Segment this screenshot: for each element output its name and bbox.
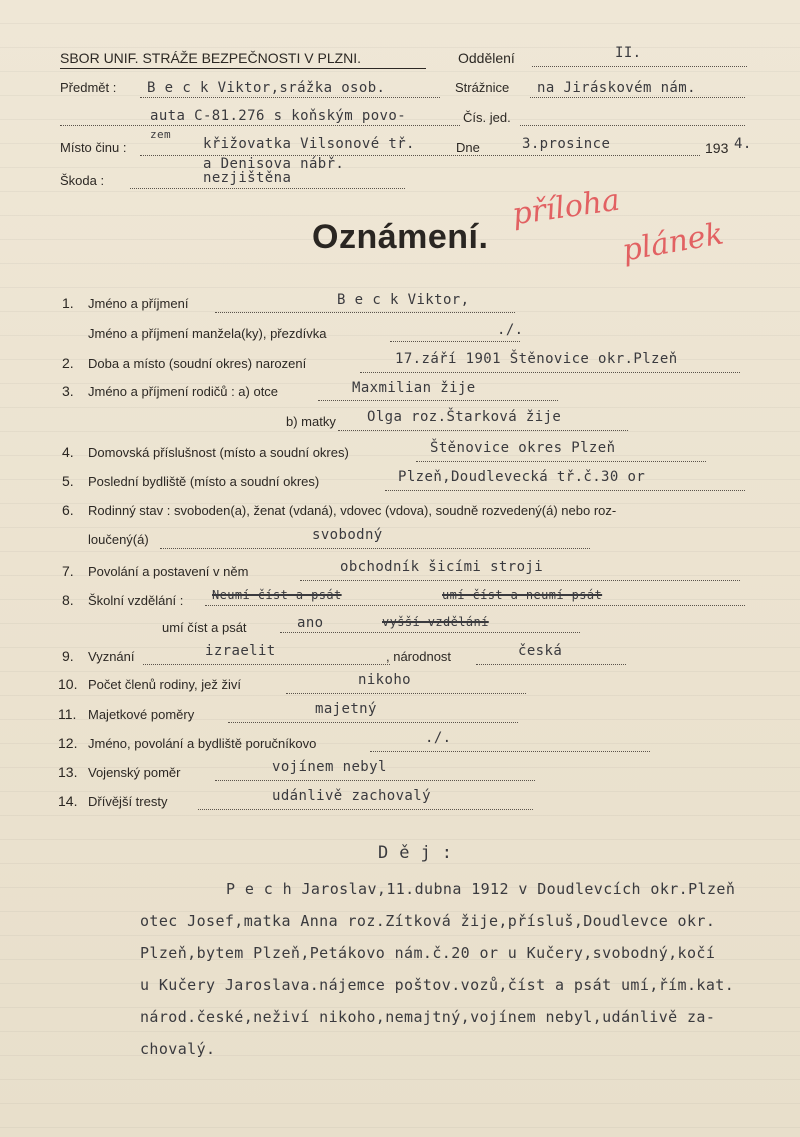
field-12-number: 12. [58, 735, 78, 751]
authority-underline [60, 68, 426, 69]
field-1b-value: ./. [497, 322, 524, 338]
field-2-dots [360, 372, 740, 373]
field-8-label: Školní vzdělání : [88, 593, 184, 608]
field-9-number: 9. [62, 648, 74, 664]
narrative-line: P e c h Jaroslav,11.dubna 1912 v Doudlevcích okr.Plzeň [226, 880, 736, 898]
field-13-number: 13. [58, 764, 78, 780]
field-6-dots [160, 548, 590, 549]
subject-line3: zem [150, 128, 172, 141]
field-6-number: 6. [62, 502, 74, 518]
field-8-struck-option1: Neumí číst a psát [212, 588, 342, 602]
station-label: Strážnice [455, 80, 510, 95]
subject-line2: auta C-81.276 s koňským povo- [150, 108, 407, 124]
field-14-dots [198, 809, 533, 810]
department-label: Oddělení [458, 50, 515, 66]
field-6b-label: loučený(á) [88, 532, 149, 547]
field-3b-value: Olga roz.Štarková žije [367, 409, 562, 425]
narrative-line: Plzeň,bytem Plzeň,Petákovo nám.č.20 or u Kučery,svobodný,kočí [140, 944, 716, 962]
field-2-number: 2. [62, 355, 74, 371]
field-5-label: Poslední bydliště (místo a soudní okres) [88, 474, 320, 489]
field-1-label: Jméno a příjmení [88, 296, 189, 311]
field-4-dots [416, 461, 706, 462]
field-1b-label: Jméno a příjmení manžela(ky), přezdívka [88, 326, 327, 341]
field-14-number: 14. [58, 793, 78, 809]
field-9-dots [143, 664, 390, 665]
number-dots [520, 125, 745, 126]
field-8b-dots [280, 632, 580, 633]
field-11-dots [228, 722, 518, 723]
document-title: Oznámení. [312, 218, 489, 256]
field-4-value: Štěnovice okres Plzeň [430, 440, 616, 456]
field-9b-label: , národnost [386, 649, 452, 664]
field-3b-dots [338, 430, 628, 431]
narrative-line: otec Josef,matka Anna roz.Zítková žije,přísluš,Doudlevce okr. [140, 912, 716, 930]
field-2-label: Doba a místo (soudní okres) narození [88, 356, 307, 371]
field-10-label: Počet členů rodiny, jež živí [88, 677, 241, 692]
field-5-value: Plzeň,Doudlevecká tř.č.30 or [398, 469, 646, 485]
field-6-label: Rodinný stav : svoboden(a), ženat (vdaná), vdovec (vdova), soudně rozvedený(á) nebo roz- [88, 503, 617, 518]
field-11-label: Majetkové poměry [88, 707, 195, 722]
date-value: 3.prosince [522, 136, 611, 152]
field-9-value: izraelit [205, 643, 276, 659]
field-3-dots [318, 400, 558, 401]
field-9-label: Vyznání [88, 649, 135, 664]
field-10-number: 10. [58, 676, 78, 692]
department-value: II. [615, 45, 642, 61]
field-9b-dots [476, 664, 626, 665]
field-14-value: udánlivě zachovalý [272, 788, 431, 804]
field-7-label: Povolání a postavení v něm [88, 564, 249, 579]
subject-line2-dots [60, 125, 460, 126]
narrative-heading: D ě j : [378, 843, 453, 863]
field-1-number: 1. [62, 295, 74, 311]
place-label: Místo činu : [60, 140, 127, 155]
field-5-number: 5. [62, 473, 74, 489]
subject-line1: B e c k Viktor,srážka osob. [147, 80, 386, 96]
field-11-value: majetný [315, 701, 377, 717]
station-value: na Jiráskovém nám. [537, 80, 696, 96]
year-prefix: 193 [705, 140, 729, 156]
damage-dots [130, 188, 405, 189]
field-7-number: 7. [62, 563, 74, 579]
field-12-label: Jméno, povolání a bydliště poručníkovo [88, 736, 317, 751]
place-line2: a Denisova nábř. [203, 156, 345, 172]
field-10-dots [286, 693, 526, 694]
field-8b-struck: vyšší vzdělání [382, 615, 489, 629]
field-9b-value: česká [518, 643, 563, 659]
annotation-sketch: plánek [619, 216, 727, 269]
field-13-value: vojínem nebyl [272, 759, 387, 775]
field-7-dots [300, 580, 740, 581]
field-14-label: Dřívější tresty [88, 794, 168, 809]
field-5-dots [385, 490, 745, 491]
field-2-value: 17.září 1901 Štěnovice okr.Plzeň [395, 351, 678, 367]
field-13-dots [215, 780, 535, 781]
year-suffix: 4. [734, 136, 752, 152]
damage-label: Škoda : [60, 173, 105, 188]
field-8-dots [205, 605, 745, 606]
damage-value: nezjištěna [203, 170, 292, 186]
field-4-number: 4. [62, 444, 74, 460]
field-12-dots [370, 751, 650, 752]
department-line [532, 66, 747, 67]
field-13-label: Vojenský poměr [88, 765, 181, 780]
field-8b-label: umí číst a psát [162, 620, 247, 635]
subject-label: Předmět : [60, 80, 117, 95]
field-7-value: obchodník šicími stroji [340, 559, 544, 575]
number-label: Čís. jed. [463, 110, 511, 125]
station-dots [530, 97, 745, 98]
date-label: Dne [456, 140, 480, 155]
field-11-number: 11. [58, 706, 77, 722]
subject-line1-dots [140, 97, 440, 98]
field-1-value: B e c k Viktor, [337, 292, 470, 308]
field-4-label: Domovská příslušnost (místo a soudní okres) [88, 445, 349, 460]
authority-heading: SBOR UNIF. STRÁŽE BEZPEČNOSTI V PLZNI. [60, 50, 362, 66]
field-3-label: Jméno a příjmení rodičů : a) otce [88, 384, 279, 399]
field-8b-value: ano [297, 615, 324, 631]
place-line1: křižovatka Vilsonové tř. [203, 136, 415, 152]
field-1b-dots [390, 341, 520, 342]
field-6-value: svobodný [312, 527, 383, 543]
field-3b-label: b) matky [286, 414, 336, 429]
field-8-number: 8. [62, 592, 74, 608]
field-10-value: nikoho [358, 672, 411, 688]
field-1-dots [215, 312, 515, 313]
field-8-struck-option2: umí číst a neumí psát [442, 588, 603, 602]
annotation-attachment: příloha [510, 182, 622, 233]
field-3-value: Maxmilian žije [352, 380, 476, 396]
narrative-line: národ.české,neživí nikoho,nemajtný,vojínem nebyl,udánlivě za- [140, 1008, 716, 1026]
field-3-number: 3. [62, 383, 74, 399]
narrative-line: chovalý. [140, 1040, 216, 1058]
field-12-value: ./. [425, 730, 452, 746]
narrative-line: u Kučery Jaroslava.nájemce poštov.vozů,číst a psát umí,řím.kat. [140, 976, 735, 994]
